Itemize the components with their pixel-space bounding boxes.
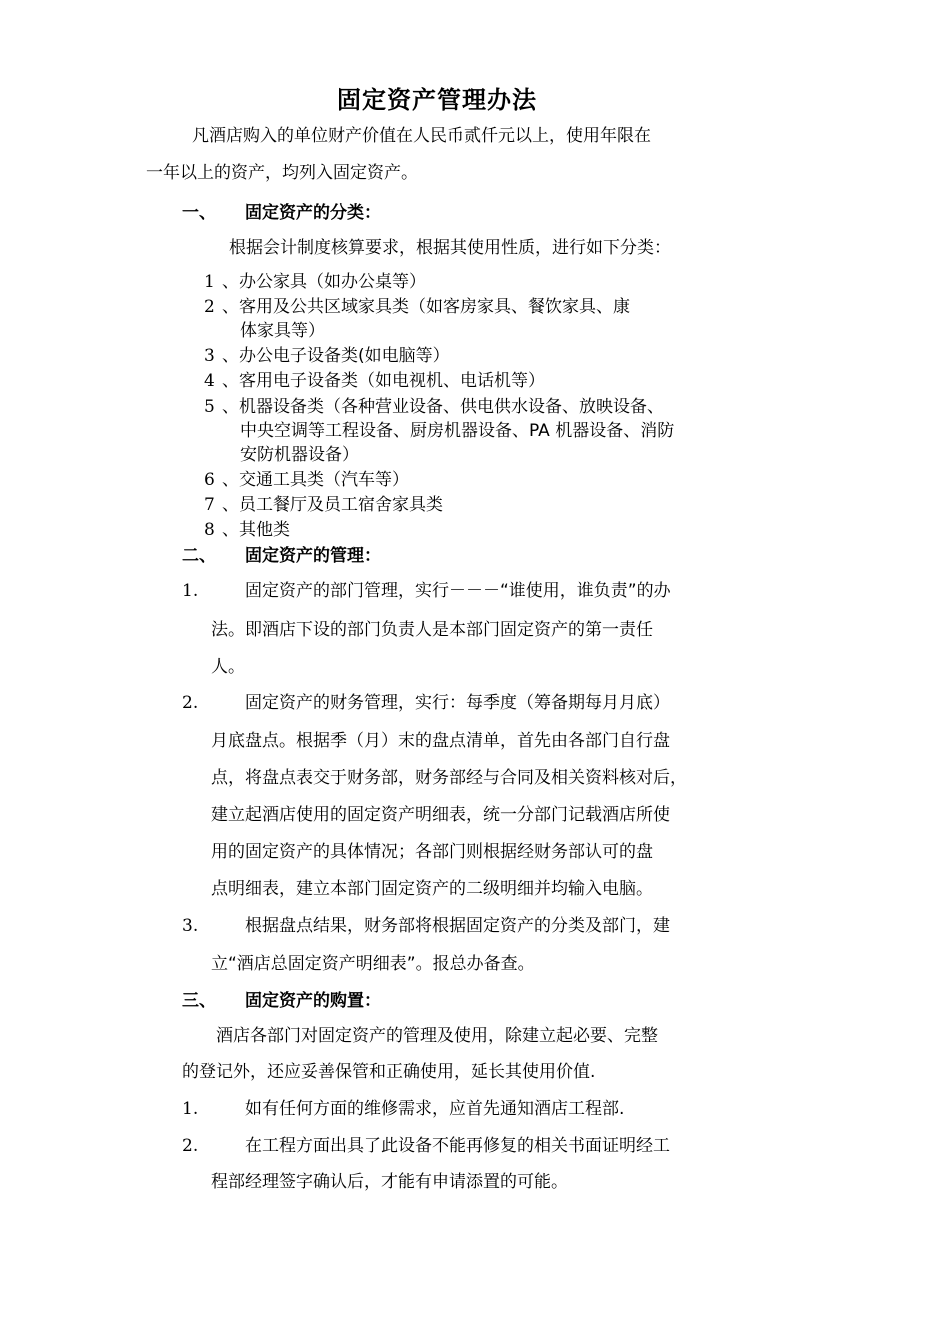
classification-item: 、交通工具类（汽车等） — [222, 470, 409, 490]
classification-number: 8 — [204, 520, 215, 540]
management-item: 固定资产的部门管理，实行－－－“谁使用，谁负责”的办 — [245, 581, 671, 601]
section-3-heading: 固定资产的购置： — [245, 991, 381, 1011]
classification-item: 、其他类 — [222, 520, 290, 540]
management-item-continued: 立“酒店总固定资产明细表”。报总办备查。 — [211, 954, 535, 974]
document-title: 固定资产管理办法 — [337, 86, 537, 114]
classification-item: 、办公家具（如办公桌等） — [222, 272, 426, 292]
section-3-lead-line-2: 的登记外，还应妥善保管和正确使用，延长其使用价值. — [182, 1062, 596, 1082]
classification-item: 、员工餐厅及员工宿舍家具类 — [222, 495, 443, 515]
section-1-heading: 固定资产的分类： — [245, 203, 381, 223]
management-item: 固定资产的财务管理，实行：每季度（筹备期每月月底） — [245, 693, 670, 713]
section-1-lead: 根据会计制度核算要求，根据其使用性质，进行如下分类： — [229, 238, 671, 258]
purchase-item: 在工程方面出具了此设备不能再修复的相关书面证明经工 — [245, 1136, 670, 1156]
classification-number: 3 — [204, 346, 215, 366]
classification-item-continued: 体家具等） — [240, 321, 325, 341]
management-number: 2. — [182, 693, 199, 713]
classification-item-continued: 安防机器设备） — [240, 445, 359, 465]
intro-line-2: 一年以上的资产，均列入固定资产。 — [146, 163, 418, 183]
classification-item-continued: 中央空调等工程设备、厨房机器设备、PA 机器设备、消防 — [240, 421, 675, 441]
intro-line-1: 凡酒店购入的单位财产价值在人民币贰仟元以上，使用年限在 — [192, 126, 651, 146]
classification-number: 1 — [204, 272, 215, 292]
section-3-lead-line-1: 酒店各部门对固定资产的管理及使用，除建立起必要、完整 — [216, 1026, 658, 1046]
management-item-continued: 人。 — [211, 657, 245, 677]
management-number: 3. — [182, 916, 199, 936]
classification-number: 6 — [204, 470, 215, 490]
classification-item: 、办公电子设备类(如电脑等） — [222, 346, 450, 366]
management-item-continued: 建立起酒店使用的固定资产明细表，统一分部门记载酒店所使 — [211, 805, 670, 825]
section-1-number: 一、 — [182, 203, 216, 223]
management-item-continued: 点，将盘点表交于财务部，财务部经与合同及相关资料核对后， — [211, 768, 687, 788]
purchase-number: 2. — [182, 1136, 199, 1156]
purchase-number: 1. — [182, 1099, 199, 1119]
management-number: 1. — [182, 581, 199, 601]
management-item-continued: 用的固定资产的具体情况；各部门则根据经财务部认可的盘 — [211, 842, 653, 862]
section-2-number: 二、 — [182, 546, 216, 566]
management-item-continued: 点明细表，建立本部门固定资产的二级明细并均输入电脑。 — [211, 879, 653, 899]
classification-number: 4 — [204, 371, 215, 391]
classification-number: 7 — [204, 495, 215, 515]
management-item: 根据盘点结果，财务部将根据固定资产的分类及部门，建 — [245, 916, 670, 936]
classification-number: 2 — [204, 297, 215, 317]
section-3-number: 三、 — [182, 991, 216, 1011]
management-item-continued: 月底盘点。根据季（月）末的盘点清单，首先由各部门自行盘 — [211, 731, 670, 751]
classification-item: 、客用电子设备类（如电视机、电话机等） — [222, 371, 545, 391]
section-2-heading: 固定资产的管理： — [245, 546, 381, 566]
management-item-continued: 法。即酒店下设的部门负责人是本部门固定资产的第一责任 — [211, 620, 653, 640]
classification-item: 、客用及公共区域家具类（如客房家具、餐饮家具、康 — [222, 297, 630, 317]
classification-item: 、机器设备类（各种营业设备、供电供水设备、放映设备、 — [222, 397, 664, 417]
purchase-item: 如有任何方面的维修需求，应首先通知酒店工程部. — [245, 1099, 625, 1119]
classification-number: 5 — [204, 397, 215, 417]
purchase-item-continued: 程部经理签字确认后，才能有申请添置的可能。 — [211, 1172, 568, 1192]
